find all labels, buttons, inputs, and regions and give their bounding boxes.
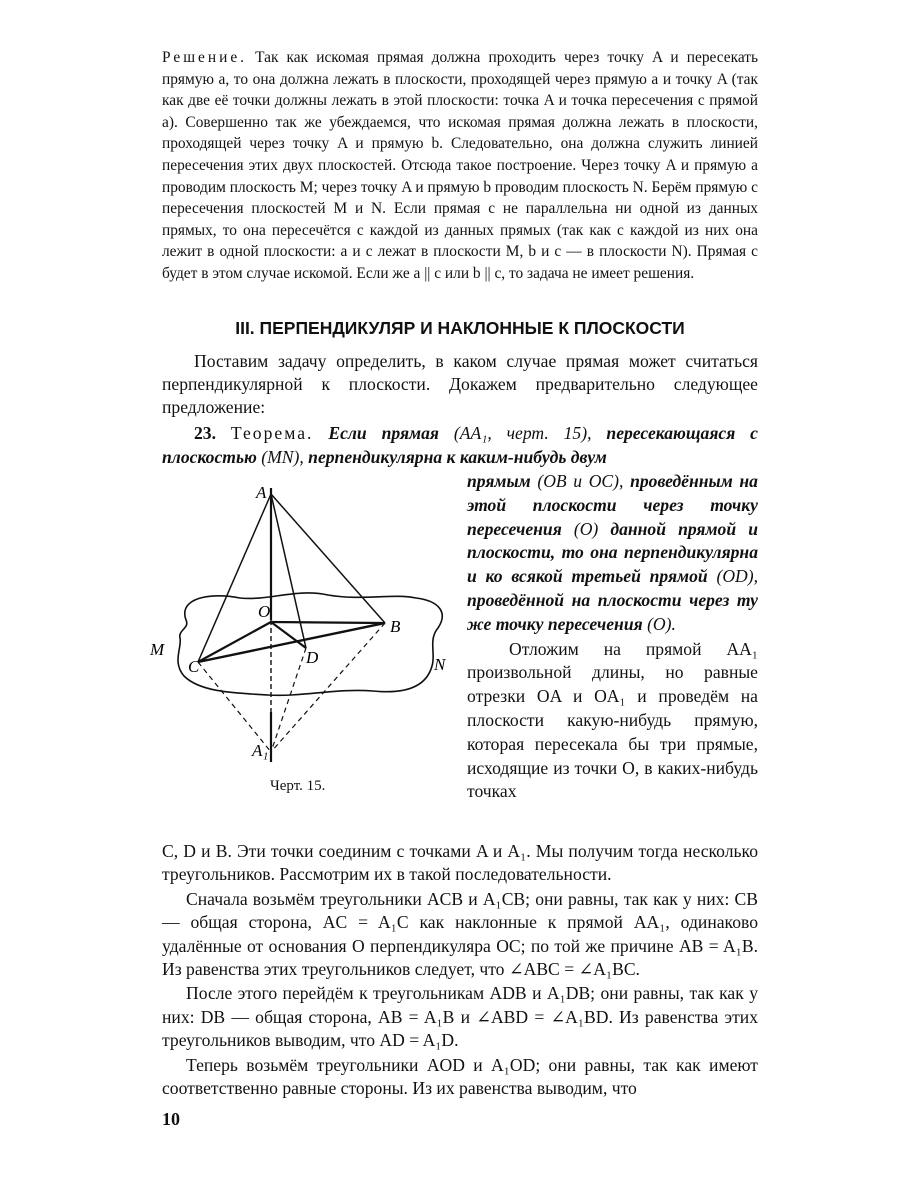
label-M: M bbox=[150, 640, 165, 659]
line-AB bbox=[271, 494, 385, 623]
proof-body bbox=[162, 840, 758, 1100]
solution-text: Так как искомая прямая должна проходить через точку A и пересекать прямую a, то она должна лежать в плоскости, проходящей через прямую a и точку A (так как две её точки должны лежать в этой плоскости: точка A и точка пересечения с прямой a). Совершенно так же убеждаемся, что искомая прямая должна лежать в плоскости, проходящей через точку A и прямую b. Следовательно, она должна служить линией пересечения этих двух плоскостей. Отсюда такое построение. Через точку A и прямую a проводим плоскость M; через точку A и прямую b проводим плоскость N. Берём прямую c пересечения плоскостей M и N. Если прямая c не параллельна ни одной из данных прямых, то она пересечётся с каждой из данных прямых (так как с каждой из них она лежит в одной плоскости: a и c лежат в плоскости M, b и c — в плоскости N). Прямая c будет в этом случае искомой. Если же a || c или b || c, то задача не имеет решения. bbox=[162, 49, 758, 282]
theorem-side-part2: проведённым на этой плоскости через точку пересечения bbox=[467, 471, 758, 539]
label-C: C bbox=[188, 657, 200, 676]
theorem-ref1: (AA₁, черт. 15), bbox=[438, 423, 607, 443]
label-O: O bbox=[258, 602, 271, 621]
theorem-side-ref2: (O) bbox=[561, 518, 611, 539]
label-B: B bbox=[390, 617, 401, 636]
intro-paragraph bbox=[162, 350, 758, 419]
figure-15 bbox=[148, 480, 460, 790]
theorem-title: Теорема. bbox=[230, 423, 314, 443]
solution-label: Решение. bbox=[162, 49, 248, 66]
theorem-statement bbox=[162, 422, 758, 470]
line-A1D bbox=[271, 648, 306, 752]
theorem-side-ref3: (OD), bbox=[707, 566, 758, 587]
theorem-side-column bbox=[467, 470, 758, 804]
label-D: D bbox=[306, 648, 319, 667]
line-AC bbox=[198, 494, 271, 662]
proof-paragraph-0: C, D и B. Эти точки соединим с точками A и A₁. Мы получим тогда несколько треугольников. Рассмотрим их в такой последовательности. bbox=[162, 841, 758, 885]
label-A1: A₁ bbox=[252, 741, 269, 760]
theorem-part3: перпендикулярна к каким-нибудь двум bbox=[308, 446, 607, 467]
figure-caption: Черт. 15. bbox=[270, 778, 326, 794]
label-A: A bbox=[256, 483, 267, 502]
theorem-part2: пересекающаяся с плоскостью bbox=[162, 423, 758, 467]
theorem-side-ref1: (OB и OC), bbox=[530, 471, 631, 491]
theorem-side-part4: проведённой на плоскости через ту же точку пересечения bbox=[467, 589, 758, 634]
plane-outline bbox=[178, 593, 442, 695]
proof-paragraph-3: Теперь возьмём треугольники AOD и A₁OD; они равны, так как имеют соответственно равные стороны. Из их равенства выводим, что bbox=[162, 1054, 758, 1099]
theorem-side-part1: прямым bbox=[467, 471, 531, 491]
theorem-part1: Если прямая bbox=[328, 423, 439, 443]
line-OC bbox=[198, 622, 271, 662]
line-CB bbox=[198, 623, 385, 662]
theorem-side-ref4: (O). bbox=[642, 613, 676, 634]
intro-text: Поставим задачу определить, в каком случае прямая может считаться перпендикулярной к плоскости. Докажем предварительно следующее предложение: bbox=[162, 351, 758, 417]
theorem-number: 23. bbox=[194, 423, 216, 443]
proof-paragraph-2: После этого перейдём к треугольникам ADB и A₁DB; они равны, так как у них: DB — общая сторона, AB = A₁B и ∠ABD = ∠A₁BD. Из равенства этих треугольников выводим, что AD = A₁D. bbox=[162, 983, 758, 1051]
section-title: III. ПЕРПЕНДИКУЛЯР И НАКЛОННЫЕ К ПЛОСКОСТИ bbox=[235, 318, 685, 338]
theorem-side-part3: данной прямой и плоскости, то она перпендикулярна и ко всякой третьей прямой bbox=[467, 518, 758, 587]
page-number: 10 bbox=[162, 1109, 180, 1129]
theorem-ref2: (MN), bbox=[256, 446, 309, 467]
proof-start: Отложим на прямой AA₁ произвольной длины, но равные отрезки OA и OA₁ и проведём на плоскости какую-нибудь прямую, которая пересекала бы три прямые, исходящие из точки O, в каких-нибудь точках bbox=[467, 638, 758, 802]
line-OB bbox=[271, 622, 385, 623]
proof-paragraph-1: Сначала возьмём треугольники ACB и A₁CB; они равны, так как у них: CB — общая сторона, AC = A₁C как наклонные к прямой AA₁, одинаково удалённые от основания O перпендикуляра OC; по той же причине AB = A₁B. Из равенства этих треугольников следует, что ∠ABC = ∠A₁BC. bbox=[162, 888, 758, 980]
solution-paragraph bbox=[162, 47, 758, 285]
line-A1C bbox=[198, 662, 271, 752]
label-N: N bbox=[434, 655, 446, 674]
